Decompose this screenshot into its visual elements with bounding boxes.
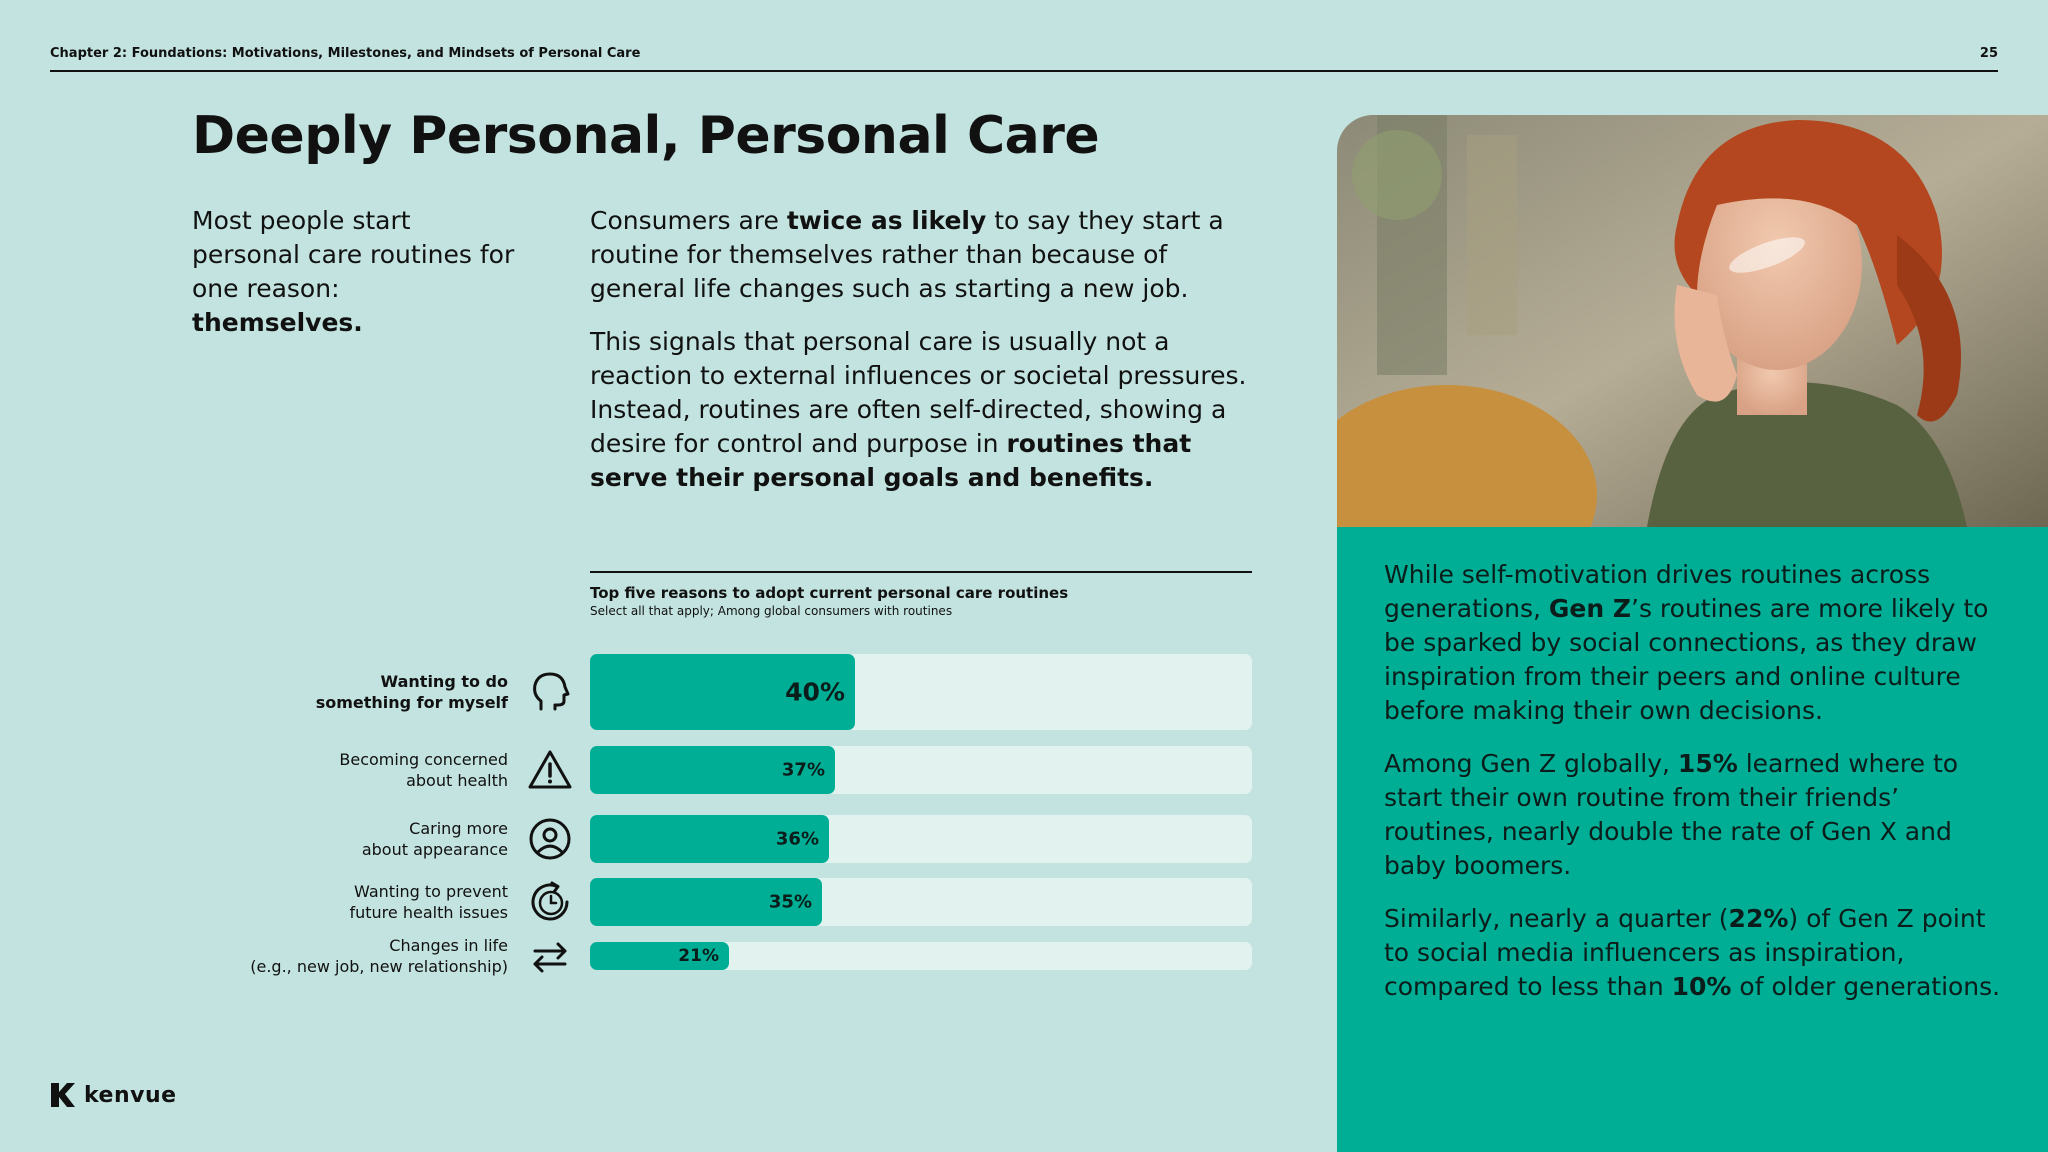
bar-value-label: 40% — [785, 677, 845, 707]
bar — [590, 878, 822, 926]
body-p1-pre: Consumers are — [590, 206, 787, 235]
bar-label-line: Wanting to prevent — [354, 882, 508, 901]
woman-skincare-photo — [1337, 115, 2048, 527]
intro-body: Most people start personal care routines for one reason: — [192, 206, 515, 303]
panel-p1-post: ’s routines are more likely to be sparked by social connections, as they draw inspiration from their peers and online culture before making their own decisions. — [1384, 594, 1989, 725]
bar-label-line: Wanting to do — [380, 672, 508, 691]
bar-track — [590, 654, 1252, 730]
panel-paragraph-1 — [1384, 558, 2014, 728]
bar-label-line: Caring more — [409, 819, 508, 838]
page-title: Deeply Personal, Personal Care — [192, 106, 1100, 166]
bar-track — [590, 815, 1252, 863]
panel-p3-bold2: 10% — [1671, 972, 1732, 1001]
panel-p3-pre: Similarly, nearly a quarter ( — [1384, 904, 1729, 933]
intro-text — [192, 204, 522, 340]
panel-p2-pre: Among Gen Z globally, — [1384, 749, 1678, 778]
body-p1-post: to say they start a routine for themselves rather than because of general life changes such as starting a new job. — [590, 206, 1224, 303]
panel-p3-bold1: 22% — [1728, 904, 1789, 933]
panel-p1-bold: Gen Z — [1548, 594, 1631, 623]
bar-value-label: 21% — [678, 946, 719, 966]
body-text — [590, 204, 1260, 514]
chapter-title: Chapter 2: Foundations: Motivations, Milestones, and Mindsets of Personal Care — [50, 46, 641, 61]
panel-p3-post: of older generations. — [1731, 972, 2001, 1001]
insight-panel-text — [1384, 558, 2014, 1023]
panel-paragraph-3 — [1384, 902, 2014, 1004]
bar-label-line: something for myself — [315, 693, 508, 712]
warning-icon — [527, 747, 573, 793]
head-profile-icon — [527, 669, 573, 715]
body-paragraph-2 — [590, 325, 1260, 495]
bar-label — [188, 749, 508, 791]
photo-illustration — [1337, 115, 2048, 527]
bar-label — [188, 818, 508, 860]
bar-value-label: 35% — [768, 891, 812, 913]
panel-p2-post: learned where to start their own routine from their friends’ routines, nearly double the rate of Gen X and baby boomers. — [1384, 749, 1959, 880]
bar-label-line: about health — [406, 771, 508, 790]
bar-value-label: 37% — [781, 759, 825, 781]
bar-label-line: Changes in life — [389, 936, 508, 955]
bar-track — [590, 746, 1252, 794]
chart-title: Top five reasons to adopt current personal care routines — [590, 584, 1069, 602]
kenvue-mark-icon — [50, 1082, 76, 1108]
page-number: 25 — [1979, 46, 1998, 61]
bar-label-line: Becoming concerned — [339, 750, 508, 769]
chart-divider — [590, 571, 1252, 573]
bar-label-line: future health issues — [349, 903, 508, 922]
logo-text: kenvue — [84, 1082, 177, 1108]
panel-paragraph-2 — [1384, 747, 2014, 883]
bar-value-label: 36% — [775, 828, 819, 850]
body-p2-bold: routines that serve their personal goals and benefits. — [590, 429, 1192, 492]
bar-track — [590, 942, 1252, 970]
bar — [590, 942, 729, 970]
header-divider — [50, 70, 1998, 72]
panel-p1-pre: While self-motivation drives routines across generations, — [1384, 560, 1931, 623]
bar — [590, 746, 835, 794]
body-p2-pre: This signals that personal care is usually not a reaction to external influences or societal pressures. Instead, routines are often self-directed, showing a desire for control and purpose in — [590, 327, 1247, 458]
bar-label — [188, 881, 508, 923]
intro-emphasis: themselves. — [192, 308, 363, 337]
chart-subtitle: Select all that apply; Among global consumers with routines — [590, 604, 953, 618]
clock-refresh-icon — [527, 879, 573, 925]
panel-p2-bold: 15% — [1677, 749, 1738, 778]
bar — [590, 654, 855, 730]
bar — [590, 815, 829, 863]
kenvue-logo — [50, 1082, 177, 1108]
panel-p3-mid: ) of Gen Z point to social media influencers as inspiration, compared to less than — [1384, 904, 1986, 1001]
user-circle-icon — [527, 816, 573, 862]
swap-arrows-icon — [527, 934, 573, 980]
bar-label-line: (e.g., new job, new relationship) — [250, 957, 508, 976]
body-p1-bold: twice as likely — [786, 206, 987, 235]
bar-label-line: about appearance — [361, 840, 508, 859]
bar-track — [590, 878, 1252, 926]
page-header — [50, 46, 1998, 61]
bar-label — [188, 671, 508, 713]
body-paragraph-1 — [590, 204, 1260, 306]
bar-label — [188, 935, 508, 977]
